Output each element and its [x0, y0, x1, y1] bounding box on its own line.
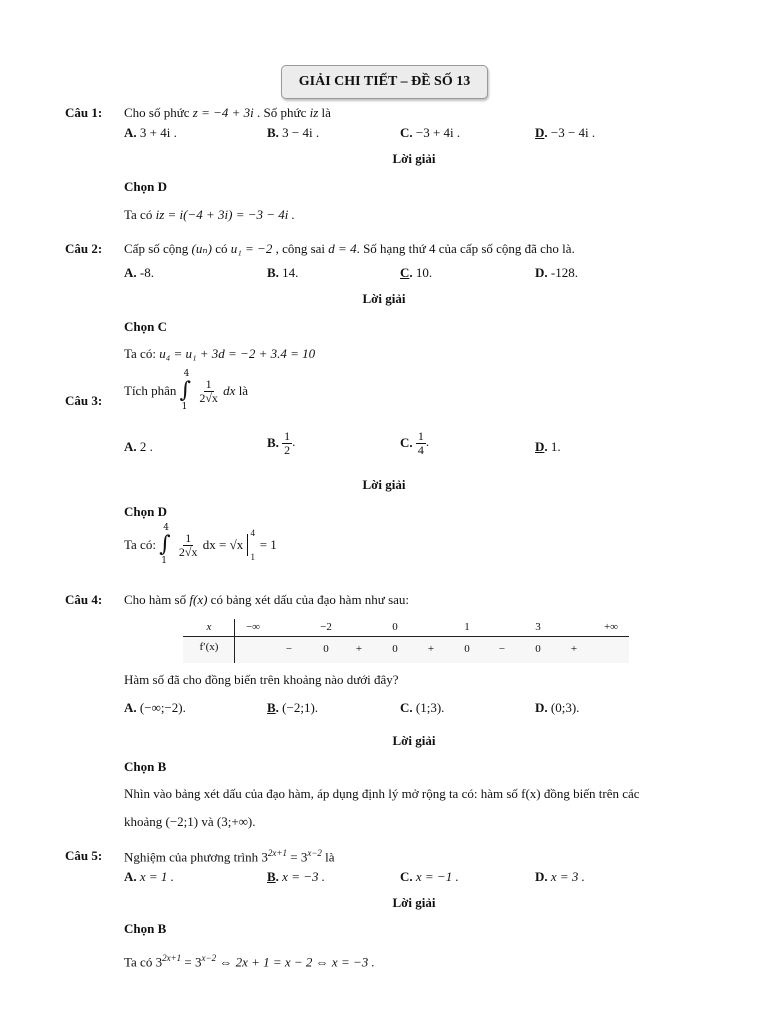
question-2-text: Cấp số cộng (uₙ) có u₁ = −2 , công sai d = 4. Số hạng thứ 4 của cấp số cộng đã cho là.	[124, 241, 575, 256]
question-3-text: Tích phân ∫ 4 1 $\frac{1}{2√x}$ dx là	[124, 369, 249, 413]
option-b: B. 14.	[267, 265, 299, 280]
question-5-text: Nghiệm của phương trình $3^{2x+1} = 3^{x-2}$ là	[124, 848, 335, 865]
question-1-label: Câu 1:	[65, 105, 103, 120]
solution-work: Ta có iz = i(−4 + 3i) = −3 − 4i .	[124, 207, 295, 222]
sign-table-divider	[183, 636, 629, 637]
question-2-label: Câu 2:	[65, 241, 103, 256]
sign-table-sign: −	[498, 643, 506, 655]
chosen-answer: Chọn D	[124, 179, 167, 194]
sign-table-sign: −	[285, 643, 293, 655]
option-c: C. x = −1 .	[400, 869, 459, 884]
option-a: A. x = 1 .	[124, 869, 174, 884]
solution-heading: Lời giải	[392, 151, 436, 166]
sign-table-x-value: 3	[535, 621, 541, 633]
solution-heading: Lời giải	[362, 477, 406, 492]
question-1-text: Cho số phức z = −4 + 3i . Số phức iz là	[124, 105, 331, 120]
option-d: D. -128.	[535, 265, 578, 280]
sign-table-x-value: 1	[464, 621, 470, 633]
sign-table-x-value: 0	[392, 621, 398, 633]
solution-heading: Lời giải	[392, 895, 436, 910]
sign-table-sign: +	[427, 643, 435, 655]
chosen-answer: Chọn B	[124, 759, 167, 774]
option-a: A. 2 .	[124, 439, 153, 454]
option-a: A. -8.	[124, 265, 154, 280]
sign-table-sign: 0	[323, 643, 329, 655]
question-4-prompt: Hàm số đã cho đồng biến trên khoảng nào dưới đây?	[124, 672, 399, 687]
option-d-correct: D. −3 − 4i .	[535, 125, 596, 140]
solution-work: Ta có $3^{2x+1} = 3^{x-2}$ ⇔ 2x + 1 = x − 2 ⇔ x = −3 .	[124, 953, 375, 970]
chosen-answer: Chọn D	[124, 504, 167, 519]
option-a: A. (−∞;−2).	[124, 700, 186, 715]
solution-heading: Lời giải	[362, 291, 406, 306]
option-a: A. 3 + 4i .	[124, 125, 177, 140]
sign-table	[183, 619, 629, 663]
chosen-answer: Chọn B	[124, 921, 167, 936]
solution-work: Nhìn vào bảng xét dấu của đạo hàm, áp dụng định lý mở rộng ta có: hàm số f(x) đồng biến trên các	[124, 786, 640, 801]
sign-table-sign: 0	[535, 643, 541, 655]
sign-table-x-value: +∞	[603, 621, 619, 633]
option-c-correct: C. 10.	[400, 265, 433, 280]
solution-heading: Lời giải	[392, 733, 436, 748]
page-title: GIẢI CHI TIẾT – ĐỀ SỐ 13	[281, 65, 488, 99]
sign-table-divider	[234, 619, 235, 663]
question-3-label: Câu 3:	[65, 393, 103, 408]
solution-work: khoảng (−2;1) và (3;+∞).	[124, 814, 256, 829]
option-c: C. −3 + 4i .	[400, 125, 461, 140]
sign-table-x-header: x	[206, 621, 212, 633]
option-b-correct: B. (−2;1).	[267, 700, 319, 715]
sign-table-fprime-header: f′(x)	[199, 641, 219, 653]
integral-symbol: ∫ 4 1	[179, 369, 192, 413]
sign-table-sign: 0	[392, 643, 398, 655]
option-d: D. (0;3).	[535, 700, 580, 715]
question-4-text: Cho hàm số f(x) có bảng xét dấu của đạo hàm như sau:	[124, 592, 410, 607]
solution-work: Ta có: u₄ = u₁ + 3d = −2 + 3.4 = 10	[124, 346, 316, 361]
option-c: C. (1;3).	[400, 700, 445, 715]
option-b: B. $\frac{1}{2}$ .	[267, 429, 296, 457]
sign-table-sign: +	[570, 643, 578, 655]
option-b-correct: B. x = −3 .	[267, 869, 325, 884]
sign-table-sign: +	[355, 643, 363, 655]
integral-symbol: ∫ 4 1	[159, 523, 171, 567]
sign-table-x-value: −∞	[245, 621, 261, 633]
option-b: B. 3 − 4i .	[267, 125, 320, 140]
sign-table-row-shade	[183, 637, 629, 663]
question-5-label: Câu 5:	[65, 848, 103, 863]
sign-table-x-value: −2	[320, 621, 332, 633]
option-c: C. $\frac{1}{4}$ .	[400, 429, 430, 457]
solution-work: Ta có: ∫ 4 1 $\frac{1}{2√x}$ dx = √x 4 1 = 1	[124, 523, 277, 567]
chosen-answer: Chọn C	[124, 319, 167, 334]
option-d: D. x = 3 .	[535, 869, 585, 884]
option-d-correct: D. 1.	[535, 439, 561, 454]
sign-table-sign: 0	[464, 643, 470, 655]
question-4-label: Câu 4:	[65, 592, 103, 607]
